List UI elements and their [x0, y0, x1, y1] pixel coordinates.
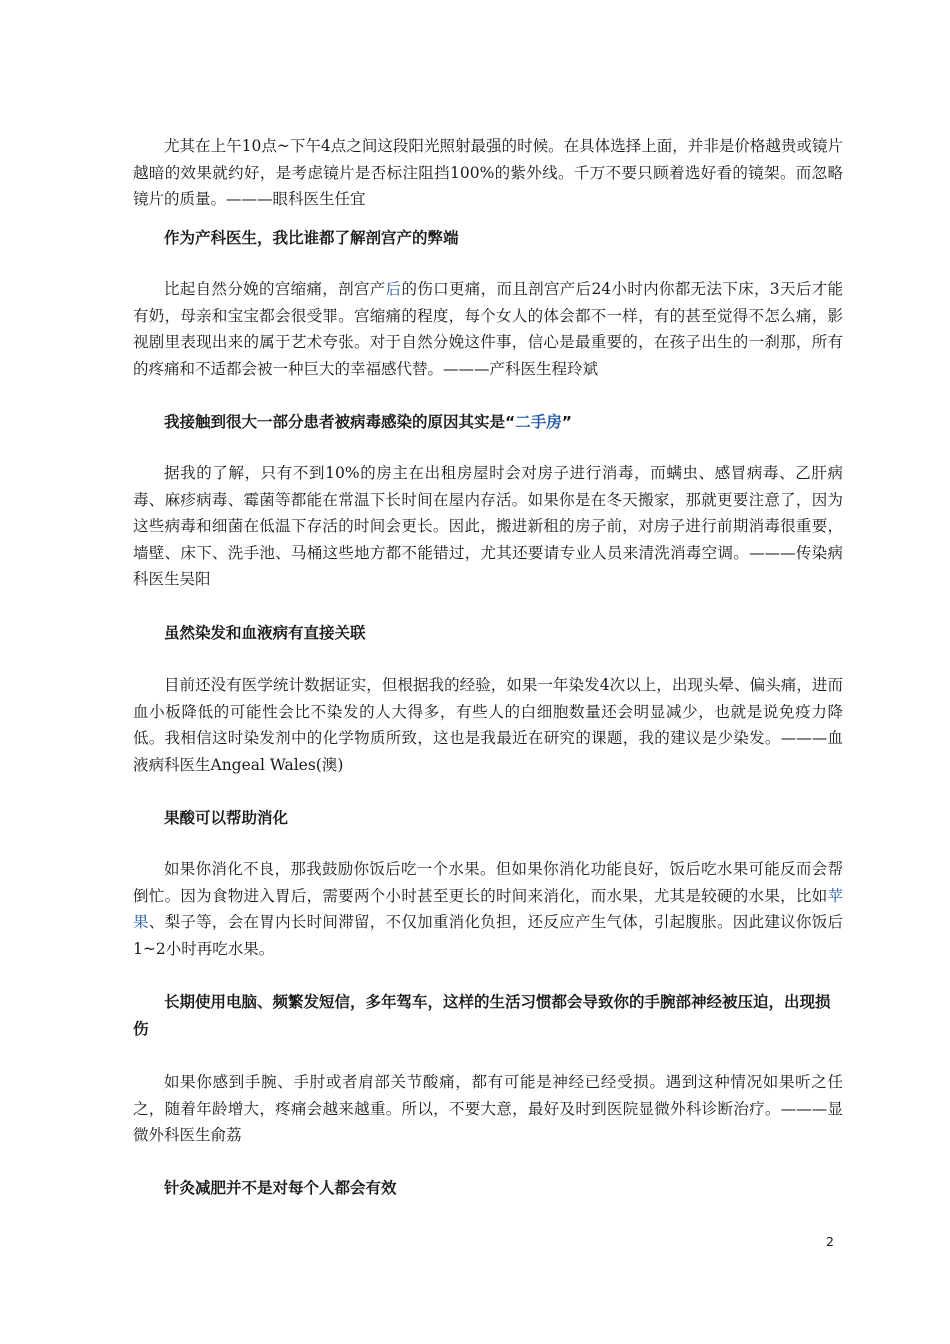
paragraph-wrist: 如果你感到手腕、手肘或者肩部关节酸痛，都有可能是神经已经受损。遇到这种情况如果听之任之，随着年龄增大，疼痛会越来越重。所以，不要大意，最好及时到医院显微外科诊断治疗。———显微外科医生俞荔	[133, 1073, 843, 1144]
heading-wrist-nerve: 长期使用电脑、频繁发短信，多年驾车，这样的生活习惯都会导致你的手腕部神经被压迫，出现损伤	[133, 993, 831, 1038]
heading-acupuncture: 针灸减肥并不是对每个人都会有效	[164, 1179, 397, 1197]
paragraph-disinfection: 据我的了解，只有不到10%的房主在出租房屋时会对房子进行消毒，而螨虫、感冒病毒、乙肝病毒、麻疹病毒、霉菌等都能在常温下长时间在屋内存活。如果你是在冬天搬家，那就更要注意了，因为这些病毒和细菌在低温下存活的时间会更长。因此，搬进新租的房子前，对房子进行前期消毒很重要，墙壁、床下、洗手池、马桶这些地方都不能错过，尤其还要请专业人员来清洗消毒空调。———传染病科医生吴阳	[133, 464, 843, 588]
paragraph-sunglasses: 尤其在上午10点~下午4点之间这段阳光照射最强的时候。在具体选择上面，并非是价格越贵或镜片越暗的效果就约好，是考虑镜片是否标注阻挡100%的紫外线。千万不要只顾着选好看的镜架。而忽略镜片的质量。———眼科医生任宜	[133, 137, 843, 208]
paragraph-cesarean-text-1: 比起自然分娩的宫缩痛，剖宫产	[164, 280, 386, 298]
heading-second-hand-house-text-1: 我接触到很大一部分患者被病毒感染的原因其实是“	[164, 413, 516, 431]
paragraph-hair-dye: 目前还没有医学统计数据证实，但根据我的经验，如果一年染发4次以上，出现头晕、偏头痛，进而血小板降低的可能性会比不染发的人大得多，有些人的白细胞数量还会明显减少，也就是说免疫力降低。我相信这时染发剂中的化学物质所致，这也是我最近在研究的课题，我的建议是少染发。———血液病科医生Angeal Wales(澳)	[133, 676, 843, 774]
paragraph-fruit-text-2: 、梨子等，会在胃内长时间滞留，不仅加重消化负担，还反应产生气体，引起腹胀。因此建议你饭后1~2小时再吃水果。	[133, 913, 843, 958]
paragraph-cesarean-text-2: 的伤口更痛，而且剖宫产后24小时内你都无法下床，3天后才能有奶，母亲和宝宝都会很受罪。宫缩痛的程度，每个女人的体会都不一样，有的甚至觉得不怎么痛，影视剧里表现出来的属于艺术夸张。对于自然分娩这件事，信心是最重要的，在孩子出生的一刹那，所有的疼痛和不适都会被一种巨大的幸福感代替。———产科医生程玲斌	[133, 280, 843, 378]
paragraph-fruit-text-1: 如果你消化不良，那我鼓励你饭后吃一个水果。但如果你消化功能良好，饭后吃水果可能反而会帮倒忙。因为食物进入胃后，需要两个小时甚至更长的时间来消化，而水果，尤其是较硬的水果，比如	[133, 860, 843, 905]
link-second-hand-house[interactable]: 二手房	[515, 413, 562, 431]
link-apple[interactable]: 苹果	[133, 886, 843, 931]
heading-second-hand-house-text-2: ”	[561, 413, 572, 431]
heading-hair-dye: 虽然染发和血液病有直接关联	[164, 624, 366, 642]
page-number: 2	[826, 1234, 834, 1249]
paragraph-cesarean	[133, 276, 843, 382]
heading-second-hand-house	[164, 409, 844, 436]
heading-fruit-acid: 果酸可以帮助消化	[164, 809, 289, 827]
link-hou[interactable]: 后	[385, 280, 402, 298]
paragraph-fruit	[133, 856, 843, 962]
heading-cesarean: 作为产科医生，我比谁都了解剖宫产的弊端	[164, 229, 459, 247]
